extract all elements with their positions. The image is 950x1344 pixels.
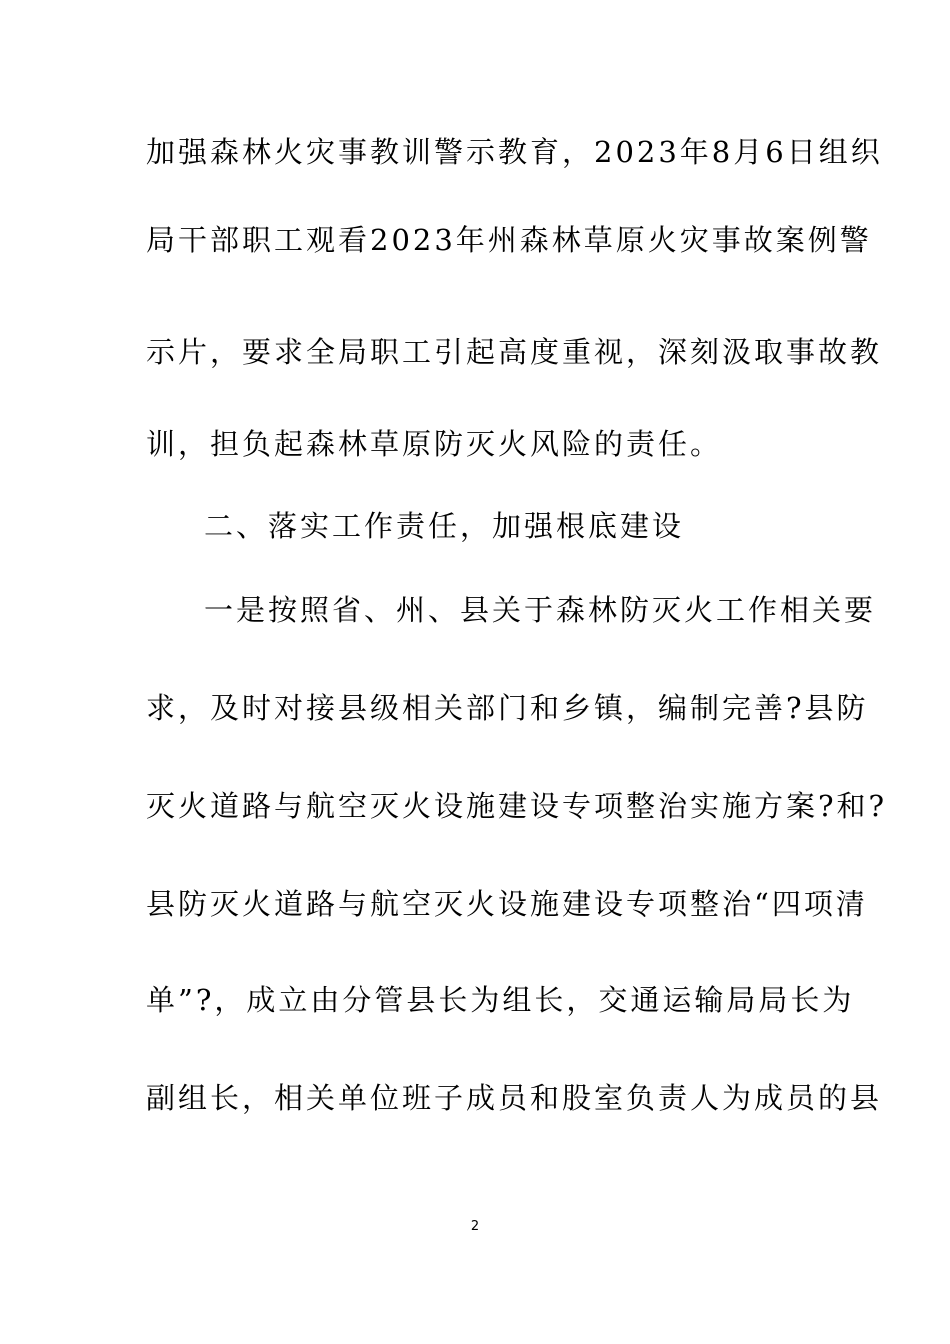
text-line-8: 灭火道路与航空灭火设施建设专项整治实施方案?和? [146,789,888,823]
text-line-7: 求，及时对接县级相关部门和乡镇，编制完善?县防 [146,691,869,725]
text-line-4: 训，担负起森林草原防灭火风险的责任。 [146,427,723,461]
text-line-1: 加强森林火灾事教训警示教育，2023年8月6日组织 [146,135,883,169]
text-line-2: 局干部职工观看2023年州森林草原火灾事故案例警 [146,223,872,257]
section-heading: 二、落实工作责任，加强根底建设 [204,509,685,543]
text-line-11: 副组长，相关单位班子成员和股室负责人为成员的县 [146,1081,883,1115]
text-line-10: 单”?，成立由分管县长为组长，交通运输局局长为 [146,983,855,1017]
text-line-3: 示片，要求全局职工引起高度重视，深刻汲取事故教 [146,335,883,369]
text-line-9: 县防灭火道路与航空灭火设施建设专项整治“四项清 [146,887,868,921]
page-number: 2 [470,1219,480,1234]
text-line-6: 一是按照省、州、县关于森林防灭火工作相关要 [204,593,877,627]
